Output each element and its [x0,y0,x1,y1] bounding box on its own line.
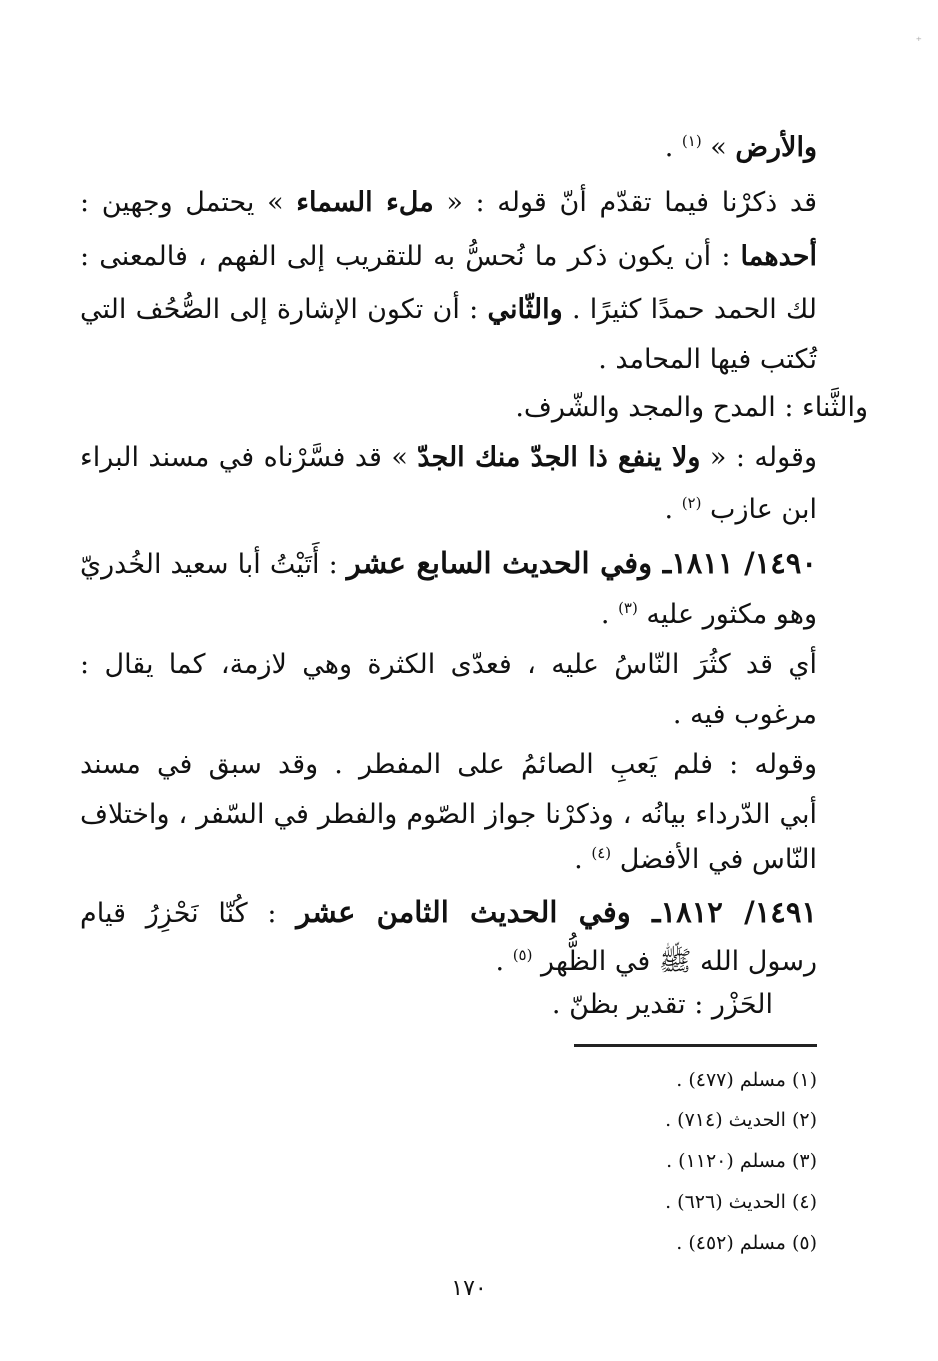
text-line-5: تُكتب فيها المحامد . [598,344,817,375]
page-number: ١٧٠ [451,1276,487,1301]
hadith-number: ١٤٩٠/ ١٨١١ـ وفي الحديث السابع عشر [346,546,817,580]
text-line-13: وقوله : فلم يَعبِ الصائمُ على المفطر . وقد سبق في مسند [80,749,817,780]
footnote-2: (٢) الحديث (٧١٤) . [665,1109,817,1131]
bold-term: والثّاني [487,294,563,325]
footnote-ref: (١) [681,132,702,150]
text-line-6: والثَّناء : المدح والمجد والشّرف. [515,392,868,423]
text-line-4: لك الحمد حمدًا كثيرًا . والثّاني : أن تكون الإشارة إلى الصُّحُف التي [80,294,818,325]
text-line-10: وهو مكثور عليه $^{(٣)}$ . [600,599,817,630]
footnote-ref: (٢) [681,494,702,512]
text-line-14: أبي الدّرداء بيانُه ، وذكرْنا جواز الصّوم والفطر في السّفر ، واختلاف [80,799,817,830]
footnote-separator [574,1044,817,1047]
text-line-18: الحَزْر : تقدير بظنّ . [551,989,773,1020]
text-line-12: مرغوب فيه . [672,699,817,730]
bold-quote: ولا ينفع ذا الجدّ منك الجدّ [417,442,701,473]
hadith-heading-1490: ١٤٩٠/ ١٨١١ـ وفي الحديث السابع عشر : أَتَيْتُ أبا سعيد الخُدريّ [80,546,817,580]
text-line-15: النّاس في الأفضل $^{(٤)}$ . [574,844,817,875]
corner-mark: ⁺ [915,34,922,48]
hadith-heading-1491: ١٤٩١/ ١٨١٢ـ وفي الحديث الثامن عشر : كُنّا نَحْزِرُ قيام [80,895,817,929]
text-line-1: والأرض » $^{(١)}$ . [664,132,817,163]
hadith-number: ١٤٩١/ ١٨١٢ـ وفي الحديث الثامن عشر [296,895,817,929]
footnote-ref: (٣) [618,599,638,617]
text-line-17: رسول الله ﷺ في الظُّهر $^{(٥)}$ . [495,946,817,977]
footnote-1: (١) مسلم (٤٧٧) . [676,1069,817,1091]
text-line-7: وقوله : « ولا ينفع ذا الجدّ منك الجدّ » قد فسَّرْناه في مسند البراء [80,442,817,473]
footnote-ref: (٥) [512,946,533,964]
footnote-ref: (٤) [591,844,612,862]
bold-quote: ملء السماء [296,187,434,218]
footnote-3: (٣) مسلم (١١٢٠) . [666,1150,817,1172]
bold-term: أحدهما [740,241,817,272]
bold-term: والأرض [735,132,817,163]
text-line-11: أي قد كثُرَ النّاسُ عليه ، فعدّى الكثرة وهي لازمة، كما يقال : [80,649,817,680]
footnote-4: (٤) الحديث (٦٢٦) . [665,1191,817,1213]
text-line-3: أحدهما : أن يكون ذكر ما نُحسُّ به للتقريب إلى الفهم ، فالمعنى : [80,241,817,272]
text-line-8: ابن عازب $^{(٢)}$ . [664,494,817,525]
text-line-2: قد ذكرْنا فيما تقدّم أنّ قوله : « ملء السماء » يحتمل وجهين : [80,187,817,218]
footnote-5: (٥) مسلم (٤٥٢) . [676,1232,817,1254]
